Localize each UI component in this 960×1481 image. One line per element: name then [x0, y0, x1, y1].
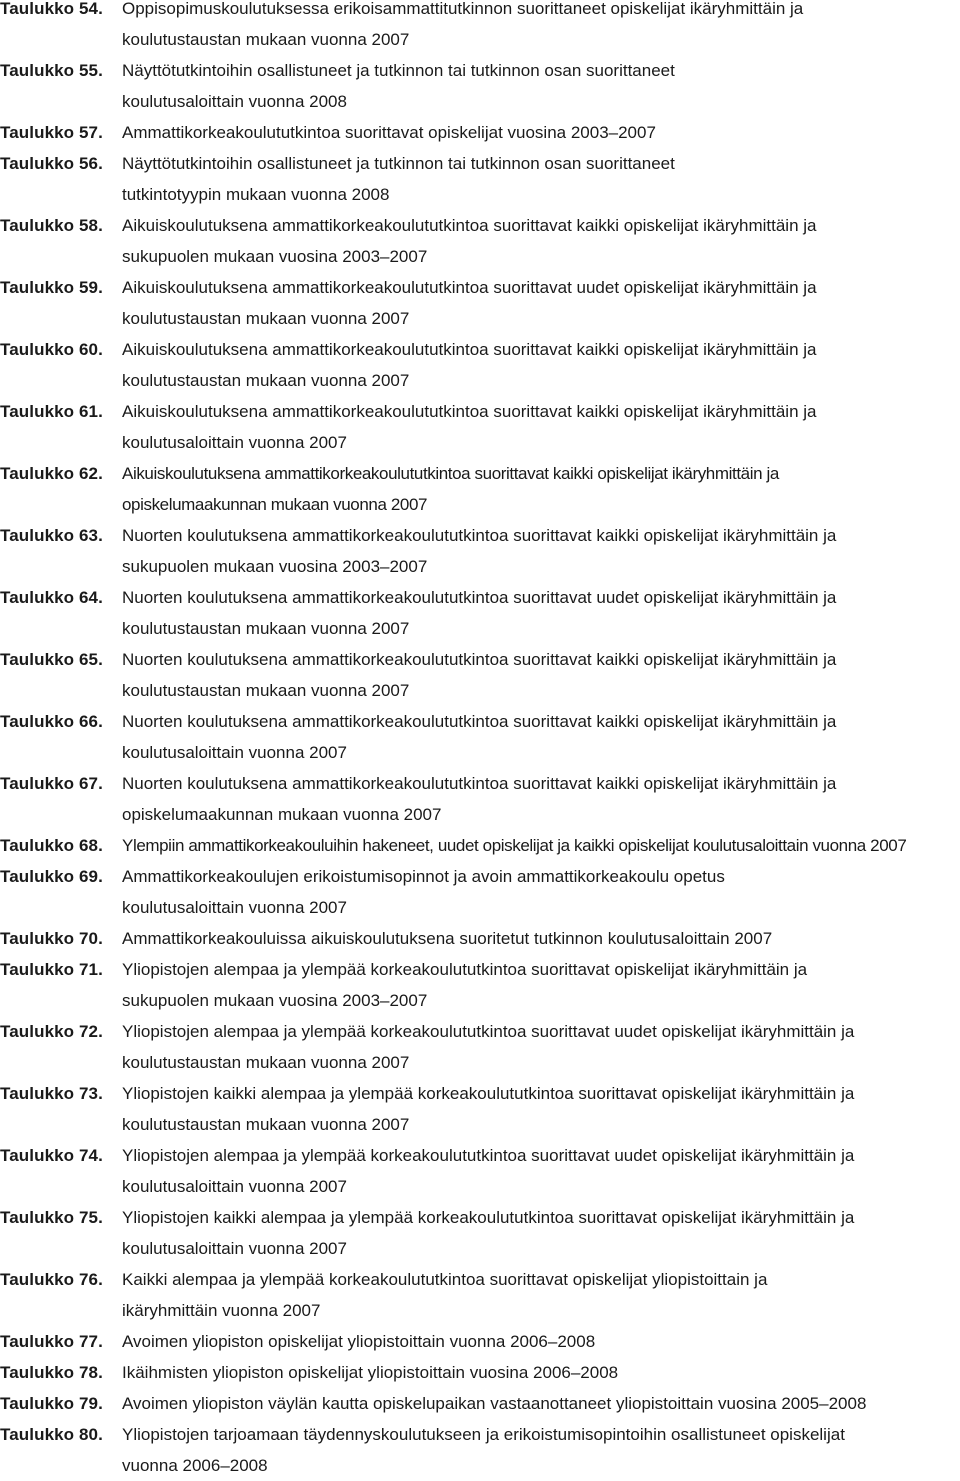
- table-title-line: ikäryhmittäin vuonna 2007: [122, 1301, 321, 1320]
- table-title-line: Ammattikorkeakoulujen erikoistumisopinnot ja avoin ammattikorkeakoulu opetus: [122, 867, 725, 886]
- table-title: [122, 334, 958, 396]
- table-title: [122, 954, 958, 1016]
- table-title-line: vuonna 2006–2008: [122, 1456, 268, 1475]
- table-title: [122, 1140, 958, 1202]
- table-number: Taulukko 73.: [0, 1084, 103, 1103]
- table-title-line: koulutustaustan mukaan vuonna 2007: [122, 1053, 410, 1072]
- table-title-line: Nuorten koulutuksena ammattikorkeakoulututkintoa suorittavat kaikki opiskelijat ikäryhmittäin ja: [122, 774, 837, 793]
- table-title-line: Nuorten koulutuksena ammattikorkeakoulututkintoa suorittavat kaikki opiskelijat ikäryhmittäin ja: [122, 712, 837, 731]
- table-title: [122, 582, 958, 644]
- table-title-line: Kaikki alempaa ja ylempää korkeakoulututkintoa suorittavat opiskelijat yliopistoittain ja: [122, 1270, 768, 1289]
- table-number: Taulukko 65.: [0, 650, 103, 669]
- table-title-line: Nuorten koulutuksena ammattikorkeakoulututkintoa suorittavat kaikki opiskelijat ikäryhmittäin ja: [122, 526, 837, 545]
- table-title: [122, 210, 958, 272]
- table-title: [122, 768, 958, 830]
- table-title-line: Oppisopimuskoulutuksessa erikoisammattitutkinnon suorittaneet opiskelijat ikäryhmittäin ja: [122, 0, 804, 18]
- table-number: Taulukko 66.: [0, 712, 103, 731]
- table-title-line: sukupuolen mukaan vuosina 2003–2007: [122, 247, 428, 266]
- table-title: [122, 1078, 958, 1140]
- table-number: Taulukko 61.: [0, 402, 103, 421]
- table-title: [122, 1202, 958, 1264]
- table-number: Taulukko 56.: [0, 154, 103, 173]
- table-title: [122, 861, 958, 923]
- table-title-line: Avoimen yliopiston väylän kautta opiskelupaikan vastaanottaneet yliopistoittain vuosina 2005–2008: [122, 1394, 867, 1413]
- table-number: Taulukko 60.: [0, 340, 103, 359]
- table-title-line: Aikuiskoulutuksena ammattikorkeakoulututkintoa suorittavat kaikki opiskelijat ikäryhmittäin ja: [122, 464, 779, 483]
- table-title: [122, 55, 958, 117]
- table-title-line: koulutustaustan mukaan vuonna 2007: [122, 309, 410, 328]
- table-title-line: Ammattikorkeakoulututkintoa suorittavat opiskelijat vuosina 2003–2007: [122, 123, 656, 142]
- table-title: [122, 458, 958, 520]
- table-title: [122, 1326, 958, 1357]
- table-title-line: opiskelumaakunnan mukaan vuonna 2007: [122, 495, 428, 514]
- table-title-line: Aikuiskoulutuksena ammattikorkeakoulututkintoa suorittavat kaikki opiskelijat ikäryhmittäin ja: [122, 216, 817, 235]
- table-title-line: koulutusaloittain vuonna 2007: [122, 743, 347, 762]
- table-title-line: opiskelumaakunnan mukaan vuonna 2007: [122, 805, 442, 824]
- table-title: [122, 117, 958, 148]
- table-title-line: koulutustaustan mukaan vuonna 2007: [122, 619, 410, 638]
- table-number: Taulukko 64.: [0, 588, 103, 607]
- table-number: Taulukko 62.: [0, 464, 103, 483]
- table-title: [122, 1419, 958, 1481]
- table-title-line: Yliopistojen kaikki alempaa ja ylempää korkeakoulututkintoa suorittavat opiskelijat ikäryhmittäin ja: [122, 1208, 855, 1227]
- table-title-line: Näyttötutkintoihin osallistuneet ja tutkinnon tai tutkinnon osan suorittaneet: [122, 61, 675, 80]
- table-title-line: Aikuiskoulutuksena ammattikorkeakoulututkintoa suorittavat kaikki opiskelijat ikäryhmittäin ja: [122, 402, 817, 421]
- table-number: Taulukko 54.: [0, 0, 103, 18]
- table-title-line: Aikuiskoulutuksena ammattikorkeakoulututkintoa suorittavat kaikki opiskelijat ikäryhmittäin ja: [122, 340, 817, 359]
- table-title: [122, 1388, 958, 1419]
- table-title-line: koulutusaloittain vuonna 2007: [122, 1177, 347, 1196]
- table-title: [122, 396, 958, 458]
- table-title-line: koulutustaustan mukaan vuonna 2007: [122, 681, 410, 700]
- table-title-line: Yliopistojen alempaa ja ylempää korkeakoulututkintoa suorittavat uudet opiskelijat ikäryhmittäin ja: [122, 1146, 855, 1165]
- table-title-line: Näyttötutkintoihin osallistuneet ja tutkinnon tai tutkinnon osan suorittaneet: [122, 154, 675, 173]
- table-title-line: sukupuolen mukaan vuosina 2003–2007: [122, 557, 428, 576]
- table-number: Taulukko 72.: [0, 1022, 103, 1041]
- table-number: Taulukko 78.: [0, 1363, 103, 1382]
- table-title-line: Ylempiin ammattikorkeakouluihin hakeneet, uudet opiskelijat ja kaikki opiskelijat koulutusaloittain vuonna 2007: [122, 836, 907, 855]
- table-title: [122, 644, 958, 706]
- table-number: Taulukko 76.: [0, 1270, 103, 1289]
- table-number: Taulukko 67.: [0, 774, 103, 793]
- table-number: Taulukko 77.: [0, 1332, 103, 1351]
- table-title: [122, 706, 958, 768]
- table-title-line: koulutustaustan mukaan vuonna 2007: [122, 1115, 410, 1134]
- table-title-line: Nuorten koulutuksena ammattikorkeakoulututkintoa suorittavat uudet opiskelijat ikäryhmittäin ja: [122, 588, 837, 607]
- table-number: Taulukko 69.: [0, 867, 103, 886]
- table-title-line: koulutusaloittain vuonna 2007: [122, 433, 347, 452]
- table-title: [122, 520, 958, 582]
- table-number: Taulukko 68.: [0, 836, 103, 855]
- table-title-line: koulutustaustan mukaan vuonna 2007: [122, 30, 410, 49]
- table-number: Taulukko 58.: [0, 216, 103, 235]
- table-title-line: koulutustaustan mukaan vuonna 2007: [122, 371, 410, 390]
- table-number: Taulukko 74.: [0, 1146, 103, 1165]
- table-title-line: Yliopistojen tarjoamaan täydennyskoulutukseen ja erikoistumisopintoihin osallistuneet opiskelijat: [122, 1425, 845, 1444]
- table-title: [122, 148, 958, 210]
- table-title-line: koulutusaloittain vuonna 2008: [122, 92, 347, 111]
- table-title: [122, 1016, 958, 1078]
- table-title: [122, 1264, 958, 1326]
- table-title-line: Yliopistojen alempaa ja ylempää korkeakoulututkintoa suorittavat uudet opiskelijat ikäryhmittäin ja: [122, 1022, 855, 1041]
- table-number: Taulukko 75.: [0, 1208, 103, 1227]
- table-title-line: sukupuolen mukaan vuosina 2003–2007: [122, 991, 428, 1010]
- table-number: Taulukko 63.: [0, 526, 103, 545]
- table-title: [122, 830, 958, 861]
- table-title-line: Yliopistojen kaikki alempaa ja ylempää korkeakoulututkintoa suorittavat opiskelijat ikäryhmittäin ja: [122, 1084, 855, 1103]
- table-number: Taulukko 79.: [0, 1394, 103, 1413]
- table-title-line: Yliopistojen alempaa ja ylempää korkeakoulututkintoa suorittavat opiskelijat ikäryhmittäin ja: [122, 960, 808, 979]
- table-title: [122, 0, 958, 55]
- table-number: Taulukko 59.: [0, 278, 103, 297]
- table-number: Taulukko 71.: [0, 960, 103, 979]
- table-title: [122, 1357, 958, 1388]
- table-number: Taulukko 80.: [0, 1425, 103, 1444]
- table-title-line: tutkintotyypin mukaan vuonna 2008: [122, 185, 390, 204]
- table-number: Taulukko 70.: [0, 929, 103, 948]
- table-title: [122, 272, 958, 334]
- table-number: Taulukko 55.: [0, 61, 103, 80]
- table-number: Taulukko 57.: [0, 123, 103, 142]
- table-title-line: Aikuiskoulutuksena ammattikorkeakoulututkintoa suorittavat uudet opiskelijat ikäryhmittäin ja: [122, 278, 817, 297]
- table-title: [122, 923, 958, 954]
- table-title-line: Ammattikorkeakouluissa aikuiskoulutuksena suoritetut tutkinnon koulutusaloittain 2007: [122, 929, 773, 948]
- table-title-line: koulutusaloittain vuonna 2007: [122, 898, 347, 917]
- table-title-line: Ikäihmisten yliopiston opiskelijat yliopistoittain vuosina 2006–2008: [122, 1363, 619, 1382]
- table-title-line: Nuorten koulutuksena ammattikorkeakoulututkintoa suorittavat kaikki opiskelijat ikäryhmittäin ja: [122, 650, 837, 669]
- table-title-line: Avoimen yliopiston opiskelijat yliopistoittain vuonna 2006–2008: [122, 1332, 596, 1351]
- table-title-line: koulutusaloittain vuonna 2007: [122, 1239, 347, 1258]
